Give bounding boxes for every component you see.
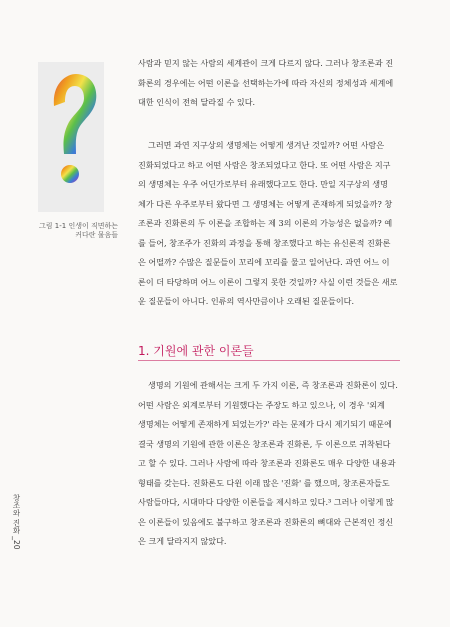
text-line: 은 이론들이 있음에도 불구하고 창조론과 진화론의 뼈대와 근본적인 정신 [138,516,394,527]
rainbow-question-mark-icon [38,62,104,212]
text-line: 진화되었다고 하고 어떤 사람은 창조되었다고 한다. 또 어떤 사람은 지구 [138,159,391,170]
text-line: 조론과 진화론의 두 이론을 조합하는 제 3의 이론의 가능성은 없을까? 예 [138,218,393,228]
text-line: 대한 인식이 전혀 달라질 수 있다. [138,97,256,107]
text-line: 론이 더 타당하며 어느 이론이 그렇지 못한 것일까? 사실 이런 것들은 새로 [138,276,398,287]
paragraph-origin-questions [138,136,404,312]
caption-line: 커다란 물음들 [75,231,118,239]
text-line: 생명체는 어떻게 존재하게 되었는가?' 라는 문제가 다시 제기되기 때문에 [138,419,392,429]
text-line: 체가 다른 우주로부터 왔다면 그 생명체는 어떻게 존재하게 되었을까? 창 [138,198,393,209]
text-line: 고 할 수 있다. 그러나 사람에 따라 창조론과 진화론도 매우 다양한 내용과 [138,458,396,468]
text-line: 사람과 믿지 않는 사람의 세계관이 크게 다르지 않다. 그러나 창조론과 진 [138,58,394,68]
text-line: 형태를 갖는다. 진화론도 다윈 이래 많은 '진화' 를 했으며, 창조론자들도 [138,477,390,488]
caption-line: 그림 1-1 인생이 직면하는 [39,222,118,230]
text-line: 결국 생명의 기원에 관한 이론은 창조론과 진화론, 두 이론으로 귀착된다 [138,438,391,449]
text-line: 그러면 과연 지구상의 생명체는 어떻게 생겨난 것일까? 어떤 사람은 [148,140,385,150]
text-line: 은 크게 달라지지 않았다. [138,536,227,546]
text-line: 생명의 기원에 관해서는 크게 두 가지 이론, 즉 창조론과 진화론이 있다. [148,380,398,390]
page-footer-running-title: 창조와 진화 _20 [12,494,21,550]
text-line: 를 들어, 창조주가 진화의 과정을 통해 창조했다고 하는 유신론적 진화론 [138,237,391,248]
figure-caption [22,222,118,240]
section-divider [138,360,400,361]
text-line: 은 어떨까? 수많은 질문들이 꼬리에 꼬리를 물고 일어난다. 과연 어느 이 [138,257,390,267]
question-mark-figure [38,62,104,212]
paragraph-intro-continuation [138,54,404,113]
paragraph-origin-theories [138,376,404,552]
text-line: 어떤 사람은 외계로부터 기원했다는 주장도 하고 있으나, 이 경우 '외계 [138,399,385,410]
text-line: 의 생명체는 우주 어딘가로부터 유래했다고도 한다. 만일 지구상의 생명 [138,179,388,189]
text-line: 사람들마다, 시대마다 다양한 이론들을 제시하고 있다.³ 그러나 이렇게 많 [138,497,394,507]
section-heading: 1. 기원에 관한 이론들 [138,344,254,358]
text-line: 운 질문들이 아니다. 인류의 역사만큼이나 오래된 질문들이다. [138,296,355,306]
text-line: 화론의 경우에는 어떤 이론을 선택하는가에 따라 자신의 정체성과 세계에 [138,77,394,88]
